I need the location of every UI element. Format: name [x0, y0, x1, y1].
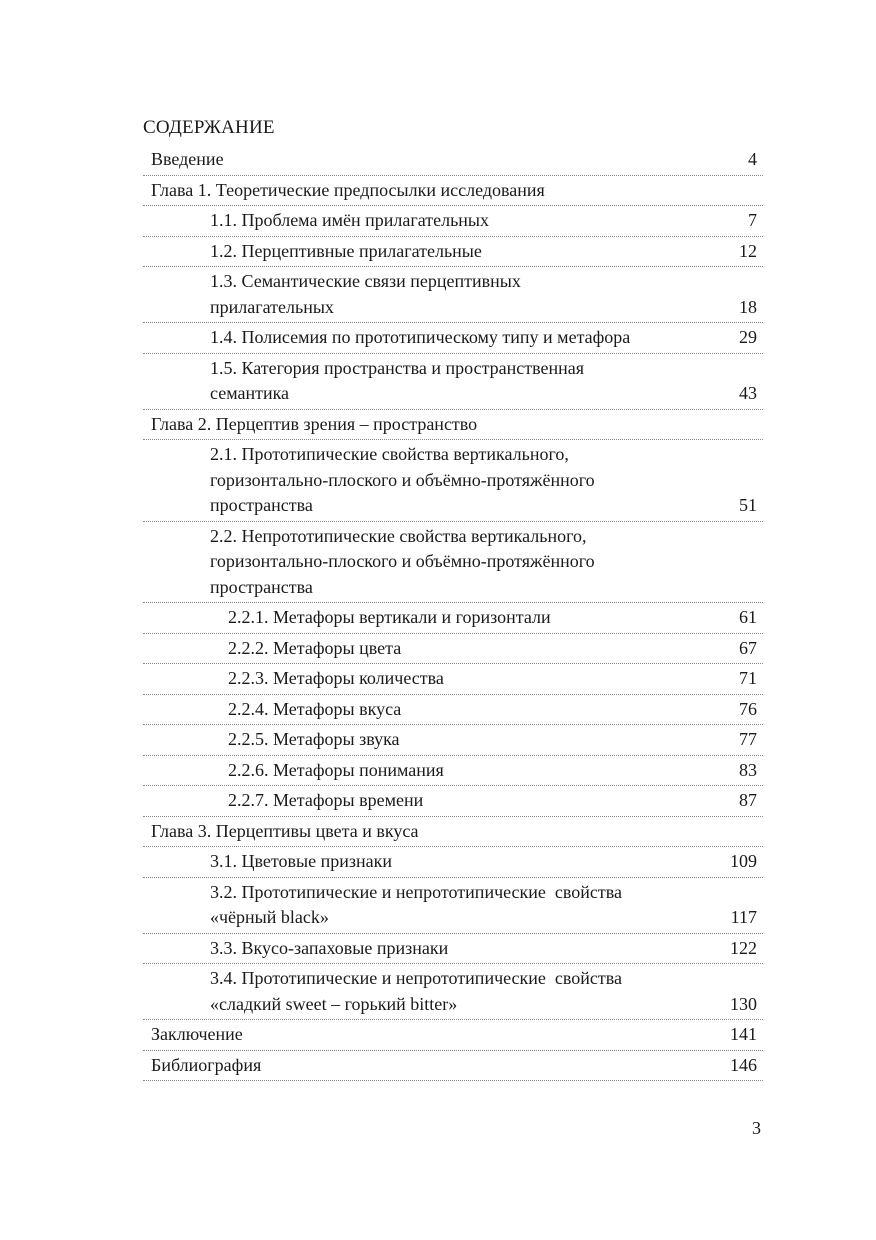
toc-entry-page: 12 [739, 240, 757, 261]
toc-entry-page: 43 [739, 383, 757, 403]
toc-entry-1-2 [143, 237, 763, 268]
toc-entry-conclusion [143, 1020, 763, 1051]
toc-title: СОДЕРЖАНИЕ [143, 117, 275, 138]
toc-entry-page: 130 [730, 993, 757, 1014]
toc-entry-page: 83 [739, 759, 757, 780]
toc-entry-label: Заключение [151, 1024, 243, 1044]
page-number: 3 [752, 1118, 761, 1138]
toc-entry-page: 141 [730, 1024, 757, 1044]
toc-entry-page: 4 [748, 149, 757, 169]
toc-entry-1-3 [143, 267, 763, 323]
toc-entry-label: 1.5. Категория пространства и пространственная семантика [210, 357, 585, 403]
toc-entry-page: 61 [739, 607, 757, 627]
toc-entry-label: 1.3. Семантические связи перцептивных прилагательных [210, 271, 521, 317]
toc-entry-chapter-1 [143, 176, 763, 207]
toc-entry-2-2-2 [143, 634, 763, 665]
toc-entry-page: 51 [739, 495, 757, 515]
toc-entry-page: 146 [730, 1054, 757, 1075]
toc-entry-label: 2.2. Непрототипические свойства вертикального, горизонтально-плоского и объёмно-протяжённого пространства [210, 525, 595, 597]
toc-entry-page: 29 [739, 327, 757, 347]
toc-entry-label: 2.2.5. Метафоры звука [228, 729, 400, 749]
toc-entry-2-2-6 [143, 756, 763, 787]
toc-entry-2-1 [143, 440, 763, 522]
toc-table [143, 145, 763, 1081]
toc-entry-page: 71 [739, 668, 757, 688]
toc-entry-label: Глава 2. Перцептив зрения – пространство [151, 413, 478, 434]
toc-entry-page: 18 [739, 296, 757, 317]
toc-entry-label: 3.4. Прототипические и непрототипические свойства «сладкий sweet – горький bitter» [210, 968, 623, 1014]
toc-entry-label: 2.2.2. Метафоры цвета [228, 637, 402, 658]
toc-entry-page: 117 [730, 907, 757, 927]
toc-entry-label: 3.1. Цветовые признаки [210, 851, 392, 871]
toc-entry-label: 1.1. Проблема имён прилагательных [210, 210, 489, 230]
toc-entry-label: 1.4. Полисемия по прототипическому типу и метафора [210, 327, 631, 347]
toc-entry-3-4 [143, 964, 763, 1020]
toc-entry-2-2-1 [143, 603, 763, 634]
toc-entry-chapter-2 [143, 410, 763, 441]
toc-entry-label: 2.2.6. Метафоры понимания [228, 759, 444, 780]
toc-entry-bibliography [143, 1051, 763, 1082]
toc-entry-label: 2.2.1. Метафоры вертикали и горизонтали [228, 607, 551, 627]
toc-entry-label: 3.2. Прототипические и непрототипические свойства «чёрный black» [210, 881, 623, 927]
toc-entry-1-5 [143, 354, 763, 410]
toc-entry-label: Глава 3. Перцептивы цвета и вкуса [151, 820, 419, 841]
toc-entry-label: Введение [151, 149, 224, 169]
toc-entry-1-1 [143, 206, 763, 237]
toc-entry-label: Библиография [151, 1054, 262, 1075]
toc-entry-introduction [143, 145, 763, 176]
toc-entry-label: 2.2.7. Метафоры времени [228, 790, 424, 810]
toc-entry-page: 7 [748, 210, 757, 230]
toc-entry-2-2-4 [143, 695, 763, 726]
toc-entry-label: 1.2. Перцептивные прилагательные [210, 240, 482, 261]
toc-entry-2-2-5 [143, 725, 763, 756]
toc-entry-page: 77 [739, 729, 757, 749]
toc-entry-3-3 [143, 934, 763, 965]
toc-entry-label: Глава 1. Теоретические предпосылки исследования [151, 179, 545, 200]
toc-entry-1-4 [143, 323, 763, 354]
toc-entry-chapter-3 [143, 817, 763, 848]
toc-entry-2-2-7 [143, 786, 763, 817]
toc-entry-page: 122 [730, 937, 757, 958]
toc-entry-page: 109 [730, 851, 757, 871]
toc-entry-page: 76 [739, 698, 757, 719]
toc-entry-2-2 [143, 522, 763, 604]
toc-entry-label: 3.3. Вкусо-запаховые признаки [210, 937, 449, 958]
toc-entry-label: 2.2.3. Метафоры количества [228, 668, 444, 688]
toc-entry-3-1 [143, 847, 763, 878]
toc-entry-2-2-3 [143, 664, 763, 695]
toc-entry-page: 67 [739, 637, 757, 658]
toc-entry-label: 2.1. Прототипические свойства вертикального, горизонтально-плоского и объёмно-протяжённого пространства [210, 444, 595, 515]
toc-entry-label: 2.2.4. Метафоры вкуса [228, 698, 402, 719]
toc-entry-page: 87 [739, 790, 757, 810]
toc-entry-3-2 [143, 878, 763, 934]
